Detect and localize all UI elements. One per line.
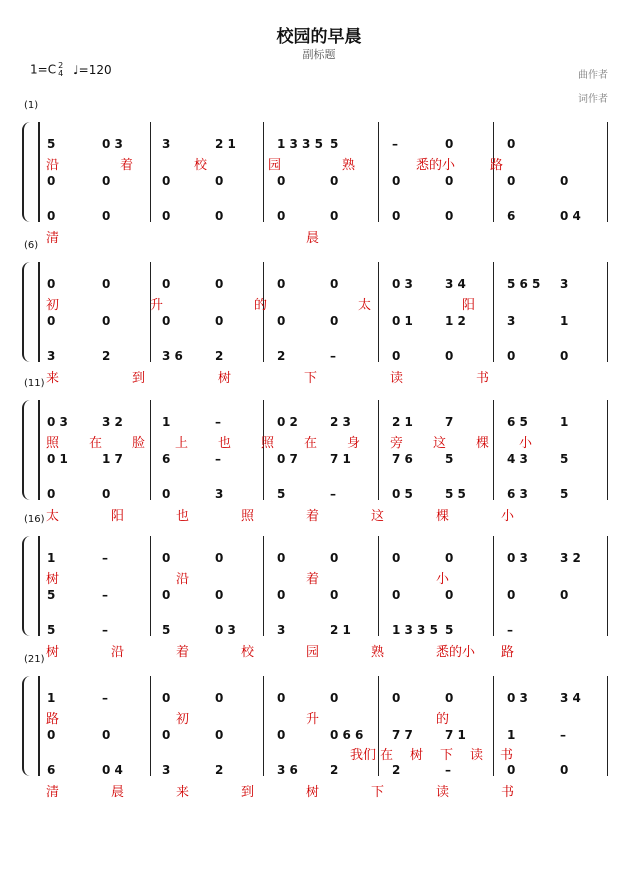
note: 0 [47, 174, 56, 188]
lyric-syllable: 这 [433, 436, 447, 451]
note: 5 [330, 137, 339, 151]
note: 2 1 [215, 137, 236, 151]
lyric-syllable: 上 [175, 436, 189, 451]
lyric-syllable: 沿 [176, 572, 190, 587]
note: 0 [507, 588, 516, 602]
lyric-syllable: 着 [120, 158, 134, 173]
lyric-syllable: 棵 [476, 436, 490, 451]
lyric-syllable: 身 [347, 436, 361, 451]
note: 0 5 [392, 487, 413, 501]
note: 0 [162, 209, 171, 223]
note: 6 [47, 763, 56, 777]
note: 0 [277, 728, 286, 742]
note: 5 [560, 487, 569, 501]
note: 0 3 [102, 137, 123, 151]
note: 1 [560, 415, 569, 429]
lyric-syllable: 升 [150, 298, 164, 313]
note: 0 [102, 174, 111, 188]
lyric-syllable: 小 [436, 572, 450, 587]
lyric-syllable: 升 [306, 712, 320, 727]
measure-number: (1) [24, 100, 39, 111]
note: 0 [215, 551, 224, 565]
note: 3 4 [445, 277, 466, 291]
note: 7 [445, 415, 454, 429]
lyric-syllable: 熟 [342, 158, 356, 173]
note: 0 3 [507, 691, 528, 705]
note: 0 [445, 691, 454, 705]
note: 0 [560, 174, 569, 188]
lyric-syllable: 着 [306, 509, 320, 524]
note: – [392, 137, 398, 151]
note: 0 [215, 174, 224, 188]
lyric-syllable: 太 [358, 298, 372, 313]
note: 0 [47, 728, 56, 742]
note: 0 [330, 551, 339, 565]
note: 0 [445, 349, 454, 363]
note: 1 3 3 5 [277, 137, 323, 151]
lyric-syllable: 在 [380, 748, 394, 763]
lyric-syllable: 阳 [462, 298, 476, 313]
note: 3 [162, 137, 171, 151]
tempo-marking: ♩=120 [73, 62, 112, 77]
note: 0 [47, 487, 56, 501]
note: 0 [47, 209, 56, 223]
note: – [330, 349, 336, 363]
note: 0 [215, 588, 224, 602]
lyric-syllable: 来 [176, 785, 190, 800]
barline [263, 122, 264, 222]
lyric-syllable: 书 [476, 371, 490, 386]
note: 3 2 [102, 415, 123, 429]
barline [38, 676, 40, 776]
note: 2 3 [330, 415, 351, 429]
note: 0 [445, 588, 454, 602]
barline [38, 262, 40, 362]
note: 2 [215, 763, 224, 777]
lyric-syllable: 晨 [306, 231, 320, 246]
note: 5 6 5 [507, 277, 541, 291]
lyric-syllable: 我们 [350, 748, 377, 763]
note: – [560, 728, 566, 742]
note: 0 3 [47, 415, 68, 429]
lyric-syllable: 来 [46, 371, 60, 386]
lyric-syllable: 照 [241, 509, 255, 524]
note: 0 [162, 314, 171, 328]
lyric-syllable: 悉的小 [416, 158, 456, 173]
note: 0 4 [560, 209, 581, 223]
barline [607, 122, 608, 222]
measure-number: (11) [24, 378, 45, 389]
barline [263, 536, 264, 636]
note: 0 [102, 487, 111, 501]
barline [607, 676, 608, 776]
note: 0 [392, 691, 401, 705]
note: 0 [445, 551, 454, 565]
note: 0 [445, 137, 454, 151]
lyric-syllable: 初 [176, 712, 190, 727]
note: 0 [392, 349, 401, 363]
system-brace [22, 536, 32, 636]
lyric-syllable: 照 [46, 436, 60, 451]
note: 5 [47, 588, 56, 602]
note: 0 [392, 174, 401, 188]
note: 0 [277, 588, 286, 602]
note: 1 [47, 551, 56, 565]
barline [38, 122, 40, 222]
note: – [445, 763, 451, 777]
note: 5 [47, 137, 56, 151]
lyric-syllable: 路 [501, 645, 515, 660]
note: 4 3 [507, 452, 528, 466]
note: – [215, 452, 221, 466]
lyric-syllable: 读 [470, 748, 484, 763]
note: 0 [330, 174, 339, 188]
note: 3 [507, 314, 516, 328]
lyric-syllable: 下 [440, 748, 454, 763]
lyric-syllable: 悉的小 [436, 645, 476, 660]
barline [150, 536, 151, 636]
composer-credit: 曲作者 [578, 70, 608, 81]
lyric-syllable: 读 [436, 785, 450, 800]
note: 7 1 [330, 452, 351, 466]
note: 0 [102, 209, 111, 223]
lyric-syllable: 旁 [390, 436, 404, 451]
barline [378, 122, 379, 222]
lyric-syllable: 小 [501, 509, 515, 524]
note: 0 [560, 763, 569, 777]
barline [607, 536, 608, 636]
system-brace [22, 676, 32, 776]
note: 6 5 [507, 415, 528, 429]
lyric-syllable: 也 [176, 509, 190, 524]
note: 6 [507, 209, 516, 223]
note: 0 [162, 487, 171, 501]
barline [150, 676, 151, 776]
lyric-syllable: 树 [218, 371, 232, 386]
note: 0 [277, 209, 286, 223]
lyric-syllable: 棵 [436, 509, 450, 524]
note: 0 [162, 588, 171, 602]
note: 0 7 [277, 452, 298, 466]
barline [493, 400, 494, 500]
note: 0 [102, 728, 111, 742]
note: 3 6 [277, 763, 298, 777]
note: 0 [102, 314, 111, 328]
note: 0 [47, 277, 56, 291]
lyric-syllable: 也 [218, 436, 232, 451]
lyric-syllable: 校 [194, 158, 208, 173]
note: 0 [277, 314, 286, 328]
barline [378, 536, 379, 636]
lyric-syllable: 在 [89, 436, 103, 451]
note: 0 [507, 763, 516, 777]
lyric-syllable: 校 [241, 645, 255, 660]
score-title: 校园的早晨 [276, 27, 362, 47]
note: 0 [47, 314, 56, 328]
note: – [102, 588, 108, 602]
note: 0 [215, 691, 224, 705]
note: 3 [162, 763, 171, 777]
lyric-syllable: 着 [176, 645, 190, 660]
note: 0 [215, 314, 224, 328]
lyric-syllable: 树 [306, 785, 320, 800]
note: 2 [102, 349, 111, 363]
note: 0 [330, 314, 339, 328]
lyric-syllable: 沿 [111, 645, 125, 660]
lyric-syllable: 的 [254, 298, 268, 313]
note: 0 2 [277, 415, 298, 429]
lyric-syllable: 园 [268, 158, 282, 173]
barline [150, 122, 151, 222]
note: 0 [507, 174, 516, 188]
lyric-syllable: 树 [410, 748, 424, 763]
note: 0 [560, 588, 569, 602]
lyric-syllable: 阳 [111, 509, 125, 524]
note: 0 [330, 588, 339, 602]
note: 0 [507, 349, 516, 363]
barline [607, 400, 608, 500]
lyric-syllable: 着 [306, 572, 320, 587]
note: 0 [162, 277, 171, 291]
note: 0 [215, 209, 224, 223]
note: 7 7 [392, 728, 413, 742]
lyric-syllable: 下 [371, 785, 385, 800]
note: 0 1 [47, 452, 68, 466]
note: 0 [445, 209, 454, 223]
note: 0 [162, 174, 171, 188]
note: 1 [47, 691, 56, 705]
lyric-syllable: 园 [306, 645, 320, 660]
note: 2 [392, 763, 401, 777]
note: 2 1 [330, 623, 351, 637]
lyric-syllable: 读 [390, 371, 404, 386]
measure-number: (21) [24, 654, 45, 665]
lyric-syllable: 在 [304, 436, 318, 451]
note: 0 [277, 691, 286, 705]
barline [378, 400, 379, 500]
note: 0 [392, 588, 401, 602]
note: 0 [392, 551, 401, 565]
lyric-syllable: 路 [490, 158, 504, 173]
note: 5 [162, 623, 171, 637]
time-denominator: 4 [58, 69, 64, 78]
note: 0 [162, 691, 171, 705]
note: 0 3 [392, 277, 413, 291]
lyric-syllable: 树 [46, 572, 60, 587]
note: 0 [277, 277, 286, 291]
note: 0 [330, 277, 339, 291]
lyric-syllable: 初 [46, 298, 60, 313]
note: 0 [277, 551, 286, 565]
barline [493, 536, 494, 636]
note: 5 [47, 623, 56, 637]
note: 5 [560, 452, 569, 466]
barline [378, 676, 379, 776]
lyric-syllable: 树 [46, 645, 60, 660]
measure-number: (6) [24, 240, 39, 251]
lyric-syllable: 的 [436, 712, 450, 727]
note: 3 2 [560, 551, 581, 565]
note: – [330, 487, 336, 501]
barline [150, 400, 151, 500]
lyric-syllable: 书 [501, 785, 515, 800]
barline [607, 262, 608, 362]
note: 2 [277, 349, 286, 363]
lyric-syllable: 清 [46, 785, 60, 800]
note: 2 [215, 349, 224, 363]
note: 3 [47, 349, 56, 363]
note: 5 [445, 452, 454, 466]
system-brace [22, 262, 32, 362]
note: – [102, 551, 108, 565]
note: 1 3 3 5 [392, 623, 438, 637]
lyric-syllable: 清 [46, 231, 60, 246]
note: 0 [507, 137, 516, 151]
lyric-syllable: 太 [46, 509, 60, 524]
note: 0 [330, 209, 339, 223]
lyric-syllable: 晨 [111, 785, 125, 800]
note: – [102, 623, 108, 637]
lyric-syllable: 沿 [46, 158, 60, 173]
lyricist-credit: 词作者 [578, 94, 608, 105]
note: 0 [215, 728, 224, 742]
note: 3 [277, 623, 286, 637]
note: – [507, 623, 513, 637]
note: 3 6 [162, 349, 183, 363]
lyric-syllable: 到 [132, 371, 146, 386]
barline [38, 400, 40, 500]
note: 1 [507, 728, 516, 742]
system-brace [22, 122, 32, 222]
note: 2 1 [392, 415, 413, 429]
key-signature [30, 62, 112, 78]
lyric-syllable: 这 [371, 509, 385, 524]
measure-number: (16) [24, 514, 45, 525]
note: 0 [330, 691, 339, 705]
lyric-syllable: 到 [241, 785, 255, 800]
note: 5 [445, 623, 454, 637]
barline [263, 676, 264, 776]
note: 0 [162, 728, 171, 742]
lyric-syllable: 书 [500, 748, 514, 763]
note: 1 [560, 314, 569, 328]
barline [493, 262, 494, 362]
note: – [215, 415, 221, 429]
note: 0 [102, 277, 111, 291]
note: 5 [277, 487, 286, 501]
barline [378, 262, 379, 362]
lyric-syllable: 路 [46, 712, 60, 727]
note: 0 [392, 209, 401, 223]
note: 7 1 [445, 728, 466, 742]
barline [38, 536, 40, 636]
lyric-syllable: 脸 [132, 436, 146, 451]
note: 1 2 [445, 314, 466, 328]
note: 0 1 [392, 314, 413, 328]
note: 3 4 [560, 691, 581, 705]
note: 0 [215, 277, 224, 291]
note: 6 3 [507, 487, 528, 501]
note: 5 5 [445, 487, 466, 501]
lyric-syllable: 照 [261, 436, 275, 451]
note: 0 [162, 551, 171, 565]
barline [493, 676, 494, 776]
note: 0 [445, 174, 454, 188]
note: 2 [330, 763, 339, 777]
system-brace [22, 400, 32, 500]
time-numerator: 2 [58, 61, 64, 70]
key-label: 1=C [30, 62, 57, 77]
note: 0 [560, 349, 569, 363]
lyric-syllable: 小 [519, 436, 533, 451]
score-subtitle: 副标题 [302, 48, 336, 61]
note: 7 6 [392, 452, 413, 466]
note: 3 [560, 277, 569, 291]
note: 1 [162, 415, 171, 429]
note: 1 7 [102, 452, 123, 466]
note: 3 [215, 487, 224, 501]
note: 0 [277, 174, 286, 188]
note: 0 4 [102, 763, 123, 777]
note: 6 [162, 452, 171, 466]
note: – [102, 691, 108, 705]
note: 0 3 [215, 623, 236, 637]
note: 0 6 6 [330, 728, 364, 742]
lyric-syllable: 熟 [371, 645, 385, 660]
lyric-syllable: 下 [304, 371, 318, 386]
note: 0 3 [507, 551, 528, 565]
